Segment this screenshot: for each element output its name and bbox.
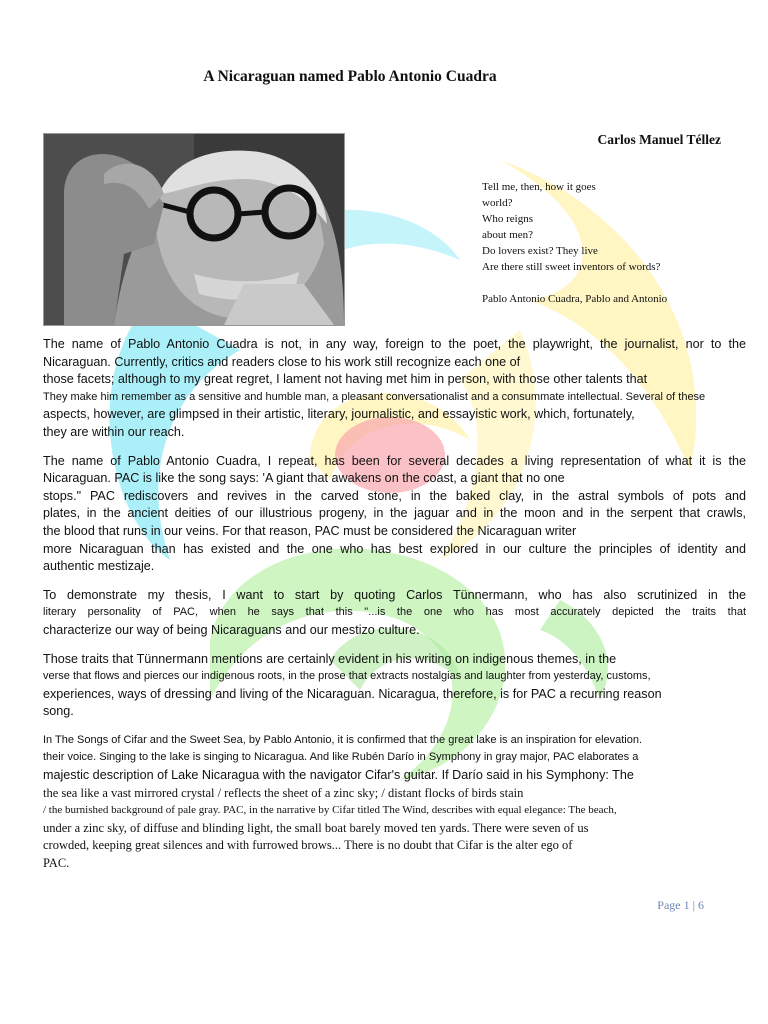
paragraph-4	[43, 651, 746, 721]
text-line: They make him remember as a sensitive and humble man, a pleasant conversationalist and a consummate intellectual. Several of these	[43, 390, 706, 403]
text-line: To demonstrate my thesis, I want to start by quoting Carlos Tünnermann, who has also scrutinized in the	[43, 587, 746, 602]
paragraph-3	[43, 587, 746, 640]
text-line: literary personality of PAC, when he says that this "...is the one who has most accurately depicted the traits that	[43, 606, 746, 619]
text-line: characterize our way of being Nicaraguans and our mestizo culture.	[43, 622, 420, 637]
text-line: experiences, ways of dressing and living of the Nicaraguan. Nicaragua, therefore, is for PAC a recurring reason	[43, 686, 662, 701]
text-line: the sea like a vast mirrored crystal / reflects the sheet of a zinc sky; / distant flocks of birds stain	[43, 785, 524, 800]
author-portrait-photo	[43, 133, 345, 326]
poem-line: world?	[482, 197, 513, 209]
text-line: / the burnished background of pale gray. PAC, in the narrative by Cifar titled The Wind, describes with equal elegance: The beach,	[43, 804, 617, 817]
text-line: aspects, however, are glimpsed in their artistic, literary, journalistic, and essayistic work, which, fortunately,	[43, 407, 635, 422]
paragraph-5	[43, 732, 746, 873]
page-number: Page 1 | 6	[657, 898, 704, 912]
text-line: crowded, keeping great silences and with furrowed brows... There is no doubt that Cifar is the alter ego of	[43, 838, 573, 853]
document-title: A Nicaraguan named Pablo Antonio Cuadra	[203, 68, 497, 85]
paragraph-1	[43, 336, 746, 442]
article-body	[43, 336, 746, 884]
text-line: Nicaraguan. Currently, critics and readers close to his work still recognize each one of	[43, 354, 521, 369]
poem-line: Do lovers exist? They live	[482, 245, 598, 257]
text-line: under a zinc sky, of diffuse and blinding light, the small boat barely moved ten yards. There were seven of us	[43, 820, 589, 835]
poem-attribution: Pablo Antonio Cuadra, Pablo and Antonio	[482, 293, 668, 305]
text-line: The name of Pablo Antonio Cuadra is not, in any way, foreign to the poet, the playwright, the journalist, nor to the	[43, 337, 746, 351]
text-line: stops." PAC rediscovers and revives in the carved stone, in the baked clay, in the astral symbols of pots and	[43, 488, 746, 503]
text-line: song.	[43, 704, 74, 719]
text-line: the blood that runs in our veins. For that reason, PAC must be considered the Nicaraguan writer	[43, 523, 577, 538]
text-line: verse that flows and pierces our indigenous roots, in the prose that extracts nostalgias and laughter from yesterday, customs,	[43, 670, 651, 683]
paragraph-2	[43, 453, 746, 576]
text-line: their voice. Singing to the lake is singing to Nicaragua. And like Rubén Darío in Symphony in gray major, PAC elaborates a	[43, 751, 639, 764]
text-line: Those traits that Tünnermann mentions are certainly evident in his writing on indigenous themes, in the	[43, 651, 617, 666]
poem-line: Are there still sweet inventors of words?	[482, 261, 661, 273]
poem-line: Who reigns	[482, 213, 534, 225]
poem-epigraph	[482, 179, 722, 307]
text-line: majestic description of Lake Nicaragua with the navigator Cifar's guitar. If Darío said in his Symphony: The	[43, 768, 634, 783]
text-line: authentic mestizaje.	[43, 559, 155, 574]
text-line: Nicaraguan. PAC is like the song says: 'A giant that awakens on the coast, a giant that no one	[43, 471, 565, 486]
author-name: Carlos Manuel Téllez	[597, 132, 721, 147]
text-line: more Nicaraguan than has existed and the one who has best explored in our culture the principles of identity and	[43, 541, 746, 556]
text-line: In The Songs of Cifar and the Sweet Sea, by Pablo Antonio, it is confirmed that the great lake is an inspiration for elevation.	[43, 733, 643, 746]
poem-line: Tell me, then, how it goes	[482, 181, 596, 193]
text-line: The name of Pablo Antonio Cuadra, I repeat, has been for several decades a living representation of what it is the	[43, 453, 746, 468]
poem-line: about men?	[482, 229, 534, 241]
text-line: PAC.	[43, 856, 70, 871]
text-line: those facets; although to my great regret, I lament not having met him in person, with those other talents that	[43, 372, 648, 387]
text-line: they are within our reach.	[43, 424, 185, 439]
text-line: plates, in the ancient deities of our illustrious progeny, in the jaguar and in the moon and in the serpent that crawls,	[43, 506, 746, 521]
